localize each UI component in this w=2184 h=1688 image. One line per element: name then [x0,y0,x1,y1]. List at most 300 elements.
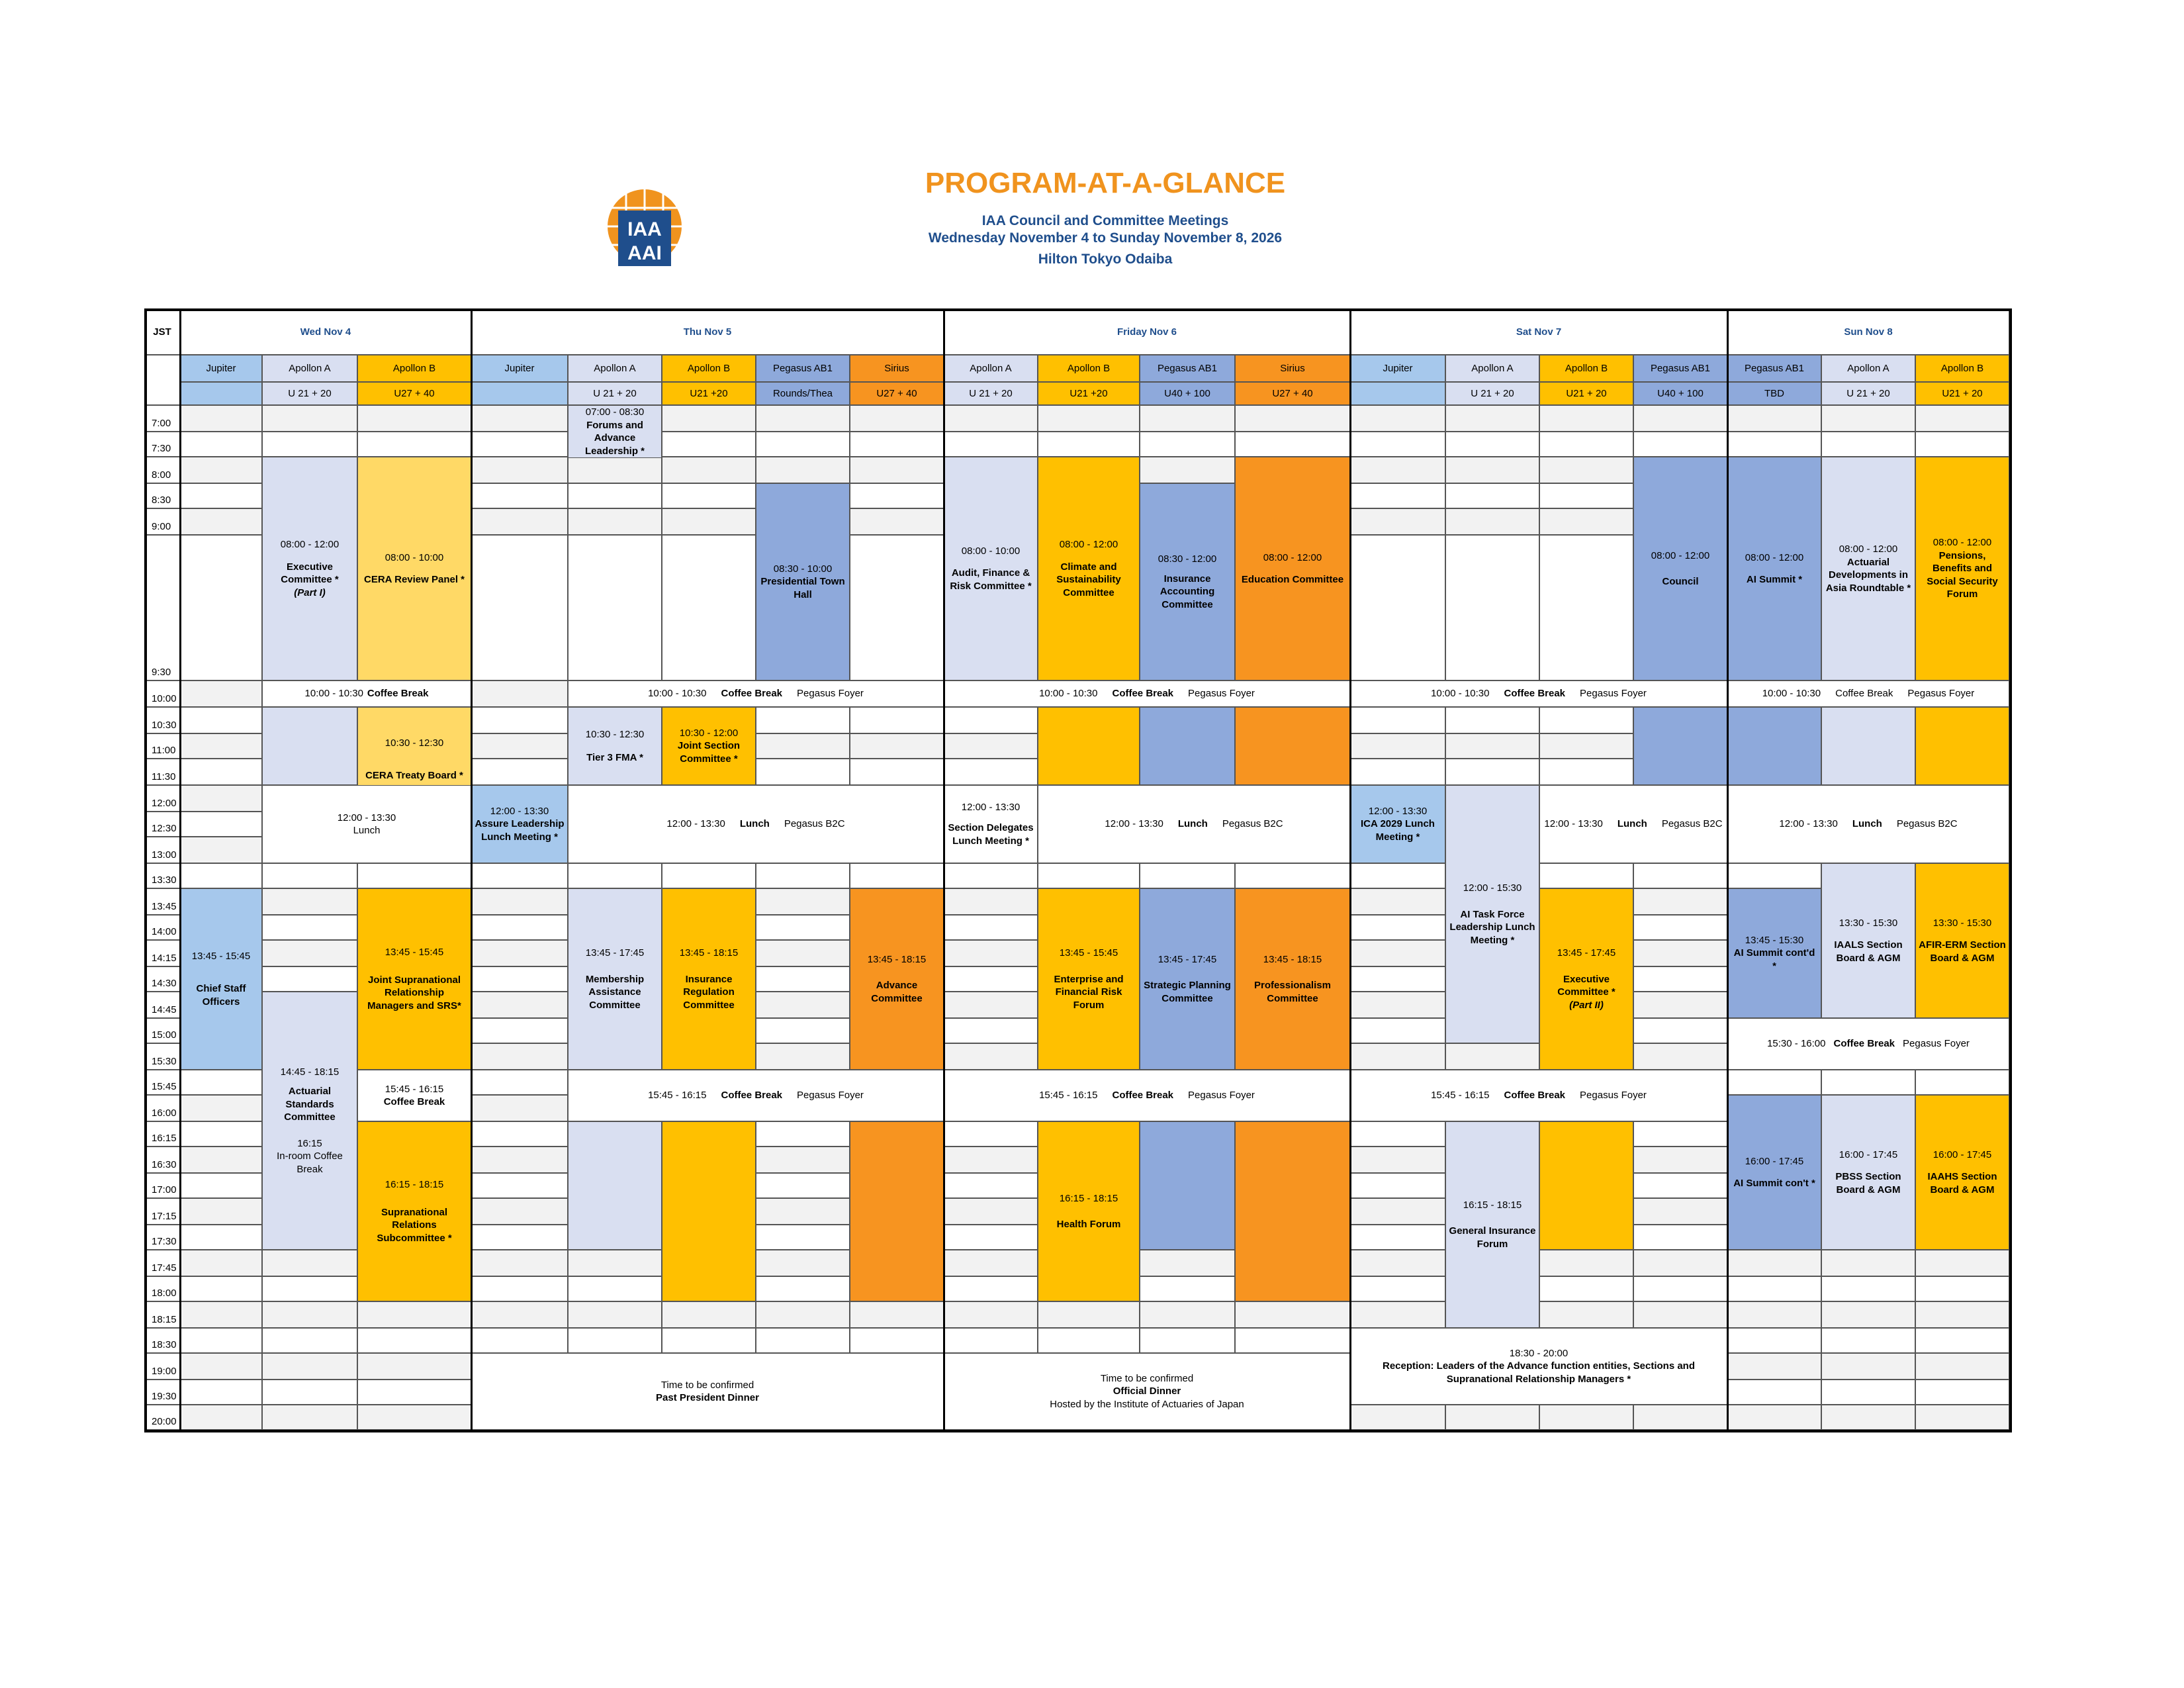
session-text: 10:30 - 12:30 [385,737,444,749]
room-header [662,355,756,382]
room-name: Apollon B [1565,362,1608,374]
time-text: 7:00 [152,417,171,429]
empty-cell [1445,1405,1539,1430]
session-enterprise-financial-risk[interactable] [1038,888,1140,1070]
empty-cell [1727,432,1821,457]
room-config [1539,382,1633,405]
empty-cell [1140,1276,1235,1301]
lunch-sun[interactable] [1727,785,2009,863]
empty-cell [471,1121,568,1147]
time-label [144,1018,180,1043]
empty-cell [1539,508,1633,535]
session-blank[interactable] [1140,707,1235,785]
session-text: 13:45 - 18:15 [1263,953,1322,965]
session-blank[interactable] [568,1121,662,1250]
lunch-sat[interactable] [1539,785,1727,863]
session-text: 13:30 - 15:30 [1839,917,1898,929]
title: Supranational Relations Subcommittee * [377,1206,452,1244]
time: 10:00 - 10:30 [1039,688,1098,700]
session-ai-summit-contd[interactable] [1727,888,1821,1018]
time: 12:00 - 13:30 [1544,818,1603,830]
empty-cell [756,432,850,457]
session-text: 13:45 - 17:45 [1557,947,1616,959]
session-actuarial-standards[interactable] [262,992,357,1250]
empty-cell [944,432,1038,457]
session-lunch-wed[interactable] [262,785,471,863]
session-text: 16:00 - 17:45 [1933,1149,1992,1160]
session-text: 12:00 - 13:30 [1368,805,1428,817]
empty-cell [1633,405,1727,432]
location: Pegasus B2C [1896,818,1958,830]
time: 10:00 - 10:30 [648,688,707,700]
session-ica-2029[interactable] [1350,785,1445,863]
empty-cell [180,812,262,837]
coffee-break-fri[interactable] [944,680,1350,707]
empty-cell [1539,759,1633,785]
session-forums-advance[interactable] [568,405,662,458]
empty-cell [1915,405,2009,432]
empty-cell [1915,432,2009,457]
divider [144,1430,2012,1432]
session-blank[interactable] [1235,1121,1350,1301]
location: Pegasus Foyer [1188,688,1255,700]
session-ai-summit-cont[interactable] [1727,1095,1821,1250]
time-text: 15:30 [152,1055,177,1067]
empty-cell [180,837,262,863]
coffee-break-thu-pm[interactable] [568,1070,944,1121]
title: AI Task Force Leadership Lunch Meeting * [1449,908,1535,946]
empty-cell [1539,863,1633,888]
empty-cell [357,1405,471,1430]
room-name: Pegasus AB1 [1157,362,1218,374]
room-name: Apollon B [1940,362,1984,374]
jst-label: JST [153,326,171,338]
empty-cell [1633,1301,1727,1328]
empty-cell [756,457,850,483]
empty-cell [662,457,756,483]
room-header [1727,355,1821,382]
time-label [144,457,180,483]
location: Pegasus Foyer [1580,688,1647,700]
session-assure-leadership[interactable] [471,785,568,863]
empty-cell [944,1147,1038,1173]
room-config [1038,382,1140,405]
day-label: Wed Nov 4 [300,326,351,338]
empty-cell [1445,733,1539,759]
empty-cell [471,1276,568,1301]
room-name: Apollon A [1471,362,1514,374]
time: 10:00 - 10:30 [304,688,363,700]
divider [144,308,147,1432]
session-general-insurance-forum[interactable] [1445,1121,1539,1328]
session-tier3-fma[interactable] [568,707,662,785]
session-executive-committee[interactable] [262,457,357,680]
coffee-break-sat[interactable] [1350,680,1727,707]
coffee-break-wed[interactable] [262,680,471,707]
empty-cell [1727,1353,1821,1380]
empty-cell [756,1276,850,1301]
empty-cell [662,1301,756,1328]
empty-cell [471,1225,568,1250]
session-text: 08:30 - 10:00 [773,563,833,575]
session-health-forum[interactable] [1038,1121,1140,1301]
empty-cell [357,405,471,432]
empty-cell [1140,1328,1235,1353]
session-insurance-accounting[interactable] [1140,483,1235,680]
location: Pegasus Foyer [1907,688,1975,700]
location: Pegasus Foyer [1580,1090,1647,1102]
empty-cell [1350,535,1445,680]
coffee-break-sun[interactable] [1727,680,2009,707]
time-text: 15:00 [152,1029,177,1041]
time-label [144,940,180,966]
time-label [144,837,180,863]
session-afir-erm-section[interactable] [1915,863,2009,1018]
empty-cell [1235,405,1350,432]
config-text: U 21 + 20 [969,387,1013,399]
title: Lunch [739,818,770,830]
session-education-committee[interactable] [1235,457,1350,680]
empty-cell [180,1198,262,1225]
title: Insurance Accounting Committee [1160,573,1215,610]
session-insurance-regulation[interactable] [662,888,756,1070]
session-blank[interactable] [850,1121,944,1301]
session-text: Presidential Town Hall [760,576,845,600]
lunch-thu[interactable] [568,785,944,863]
empty-cell [944,940,1038,966]
empty-cell [180,1353,262,1380]
room-header [756,355,850,382]
empty-cell [471,680,568,707]
empty-cell [944,707,1038,733]
empty-cell [850,759,944,785]
session-ai-summit[interactable] [1727,457,1821,680]
room-header [1821,355,1915,382]
session-pensions-forum[interactable] [1915,457,2009,680]
session-joint-supranational[interactable] [357,888,471,1070]
empty-cell [1350,1147,1445,1173]
empty-cell [471,915,568,940]
divider [144,308,2012,311]
time-label [144,785,180,812]
room-name: Apollon B [687,362,731,374]
empty-cell [1140,432,1235,457]
empty-cell [471,940,568,966]
session-blank[interactable] [1633,707,1727,785]
time-text: 8:00 [152,469,171,481]
empty-cell [262,1301,357,1328]
empty-cell [756,707,850,733]
title: Chief Staff Officers [196,983,246,1008]
coffee-break-fri-pm[interactable] [944,1070,1350,1121]
empty-cell [1821,1250,1915,1276]
title: Health Forum [1056,1219,1121,1230]
divider [471,308,473,1430]
empty-cell [1821,1353,1915,1380]
empty-cell [1821,1301,1915,1328]
empty-cell [944,1276,1038,1301]
empty-cell [357,1328,471,1353]
config-text: U40 + 100 [1657,387,1704,399]
empty-cell [1539,1276,1633,1301]
session-reception[interactable] [1350,1328,1727,1405]
empty-cell [1350,707,1445,733]
session-text: Forums and Advance Leadership * [584,419,645,457]
session-text: ICA 2029 Lunch Meeting * [1361,818,1435,843]
day-label: Thu Nov 5 [683,326,732,338]
time: 15:30 - 16:00 [1767,1038,1826,1050]
title: Audit, Finance & Risk Committee * [950,567,1032,592]
day-header-sun [1727,310,2009,355]
config-text: U 21 + 20 [288,387,332,399]
room-header [471,355,568,382]
session-blank[interactable] [662,1121,756,1301]
empty-cell [1633,432,1727,457]
session-text: 08:00 - 12:00 [1933,537,1992,549]
time: 15:45 - 16:15 [1039,1090,1098,1102]
empty-cell [1235,1328,1350,1353]
coffee-break-thu[interactable] [568,680,944,707]
config-text: U21 + 20 [1942,387,1983,399]
title: Enterprise and Financial Risk Forum [1054,973,1124,1011]
empty-cell [180,432,262,457]
session-text: Official Dinner [1113,1385,1181,1397]
session-chief-staff-officers[interactable] [180,888,262,1070]
empty-cell [568,535,662,680]
session-asia-roundtable[interactable] [1821,457,1915,680]
title: Advance Committee [871,980,923,1004]
session-text: Hosted by the Institute of Actuaries of Japan [1050,1398,1244,1410]
time-text: 18:30 [152,1338,177,1350]
time-text: 17:00 [152,1184,177,1196]
location: Pegasus Foyer [1188,1090,1255,1102]
room-name: Apollon A [289,362,331,374]
room-header [1235,355,1350,382]
session-audit-finance[interactable] [944,457,1038,680]
room-header [850,355,944,382]
empty-cell [1445,535,1539,680]
time-label [144,1121,180,1147]
empty-cell [1038,863,1140,888]
empty-cell [1350,1121,1445,1147]
session-blank[interactable] [1539,1121,1633,1250]
subtitle-meetings: IAA Council and Committee Meetings [981,213,1229,228]
room-config [471,382,568,405]
empty-cell [1539,535,1633,680]
empty-cell [180,785,262,812]
location: Pegasus B2C [784,818,845,830]
title: Actuarial Standards Committee [284,1086,336,1123]
empty-cell [850,707,944,733]
empty-cell [357,432,471,457]
room-config [262,382,357,405]
empty-cell [568,483,662,508]
session-joint-section-committee[interactable] [662,707,756,785]
empty-cell [471,432,568,457]
empty-cell [850,457,944,483]
session-cera-review-panel[interactable] [357,457,471,680]
title: Lunch [1177,818,1208,830]
coffee-break-sun-pm[interactable] [1727,1018,2009,1070]
empty-cell [180,1147,262,1173]
empty-cell [1727,1328,1821,1353]
session-coffee-wed-pm[interactable] [357,1070,471,1121]
empty-cell [262,863,357,888]
empty-cell [1633,1198,1727,1225]
empty-cell [1038,405,1140,432]
time-text: 19:30 [152,1390,177,1402]
empty-cell [1727,1070,1821,1095]
empty-cell [944,1301,1038,1328]
empty-cell [1350,405,1445,432]
time-text: 13:30 [152,874,177,886]
session-text: Assure Leadership Lunch Meeting * [475,818,565,843]
session-past-president-dinner[interactable] [471,1353,944,1430]
session-ai-task-force[interactable] [1445,785,1539,1043]
empty-cell [944,915,1038,940]
session-text: 08:00 - 12:00 [1059,539,1118,550]
empty-cell [1633,992,1727,1018]
empty-cell [944,1121,1038,1147]
empty-cell [944,759,1038,785]
session-text: Pensions, Benefits and Social Security Forum [1927,549,1998,600]
empty-cell [180,1173,262,1198]
coffee-break-sat-pm[interactable] [1350,1070,1727,1121]
empty-cell [180,1405,262,1430]
room-config [756,382,850,405]
empty-cell [471,1198,568,1225]
session-blank[interactable] [1235,707,1350,785]
empty-cell [662,863,756,888]
session-strategic-planning[interactable] [1140,888,1235,1070]
empty-cell [1140,405,1235,432]
time: 15:45 - 16:15 [1431,1090,1490,1102]
empty-cell [471,759,568,785]
session-council[interactable] [1633,457,1727,680]
room-header [568,355,662,382]
session-iaals-section[interactable] [1821,863,1915,1018]
session-text: 16:15 - 18:15 [385,1179,444,1190]
empty-cell [1350,888,1445,915]
time-label [144,1250,180,1276]
room-header [1539,355,1633,382]
time-text: 14:45 [152,1004,177,1015]
empty-cell [1539,707,1633,733]
empty-cell [756,1121,850,1147]
time-label [144,1173,180,1198]
room-config [850,382,944,405]
session-membership-assistance[interactable] [568,888,662,1070]
empty-cell [1445,1043,1539,1070]
empty-cell [262,432,357,457]
session-blank[interactable] [1038,707,1140,785]
title: Coffee Break [721,1090,783,1102]
empty-cell [756,1018,850,1043]
title: Education Committee [1241,574,1344,585]
empty-cell [1821,432,1915,457]
empty-cell [1350,1301,1445,1328]
session-official-dinner[interactable] [944,1353,1350,1430]
subtitle-venue: Hilton Tokyo Odaiba [1038,252,1173,267]
session-text: 15:45 - 16:15 [385,1083,444,1095]
session-blank[interactable] [1727,707,1821,785]
empty-cell [1350,432,1445,457]
session-text: 12:00 - 13:30 [490,805,549,817]
session-professionalism[interactable] [1235,888,1350,1070]
empty-cell [568,1276,662,1301]
lunch-fri[interactable] [1038,785,1350,863]
session-iaahs-section[interactable] [1915,1095,2009,1250]
time-text: 12:00 [152,797,177,809]
time-text: 20:00 [152,1415,177,1427]
empty-cell [471,1328,568,1353]
empty-cell [262,1353,357,1380]
empty-cell [1445,405,1539,432]
empty-cell [1915,1250,2009,1276]
session-blank[interactable] [1821,707,1915,785]
time-label [144,915,180,940]
empty-cell [1038,1301,1140,1328]
session-executive-committee-ii[interactable] [1539,888,1633,1070]
title: Coffee Break [1504,1090,1566,1102]
divider [1349,308,1351,1430]
empty-cell [568,508,662,535]
empty-cell [357,1353,471,1380]
day-header-wed [180,310,471,355]
room-config [1727,382,1821,405]
empty-cell [662,1328,756,1353]
title: Insurance Regulation Committee [683,973,735,1011]
divider [179,308,181,1430]
session-blank[interactable] [1140,1121,1235,1250]
time-text: 11:00 [152,744,176,756]
session-text: 13:45 - 15:30 [1745,934,1804,946]
empty-cell [471,1095,568,1121]
empty-cell [1350,457,1445,483]
session-blank[interactable] [1915,707,2009,785]
session-text: 10:30 - 12:30 [585,728,645,740]
session-section-delegates[interactable] [944,785,1038,863]
session-advance-committee[interactable] [850,888,944,1070]
config-text: U21 +20 [690,387,728,399]
empty-cell [944,863,1038,888]
session-presidential-town-hall[interactable] [756,483,850,680]
empty-cell [180,1328,262,1353]
session-climate-sustainability[interactable] [1038,457,1140,680]
time-label [144,1328,180,1353]
empty-cell [1235,432,1350,457]
empty-cell [357,863,471,888]
session-supranational-relations[interactable] [357,1121,471,1301]
room-header [1633,355,1727,382]
day-header-sat [1350,310,1727,355]
time-text: 14:30 [152,977,177,989]
session-text: 13:45 - 17:45 [585,947,645,959]
session-blank[interactable] [262,707,357,785]
empty-cell [1633,940,1727,966]
session-pbss-section[interactable] [1821,1095,1915,1250]
empty-cell [262,915,357,940]
empty-cell [756,1250,850,1276]
location: Pegasus Foyer [797,688,864,700]
time: 12:00 - 13:30 [666,818,725,830]
session-text: 08:30 - 12:00 [1158,553,1217,565]
room-name: Pegasus AB1 [1744,362,1805,374]
session-text: 13:45 - 18:15 [867,953,927,965]
note: (Part I) [294,586,326,598]
empty-cell [471,483,568,508]
empty-cell [1539,1301,1633,1328]
